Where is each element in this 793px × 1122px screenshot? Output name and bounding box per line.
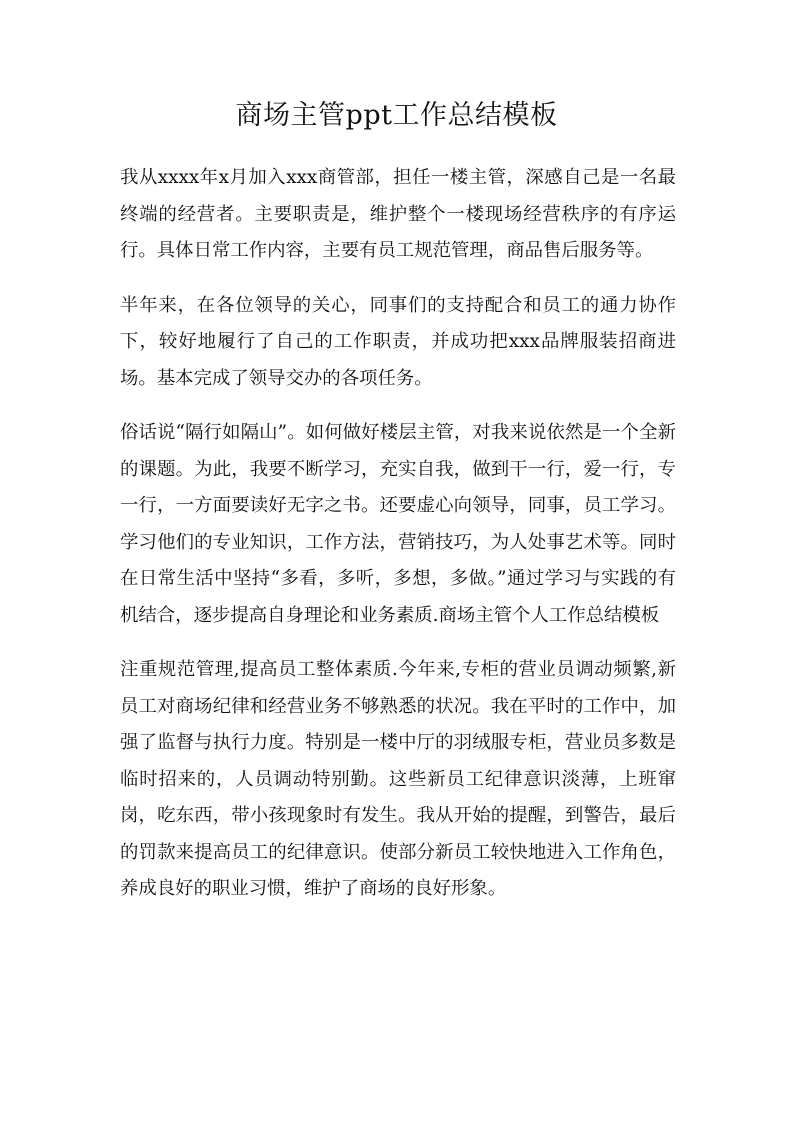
paragraph-1: 我从xxxx年x月加入xxx商管部，担任一楼主管，深感自己是一名最终端的经营者。主要职责是，维护整个一楼现场经营秩序的有序运行。具体日常工作内容，主要有员工规范管理，商品售后服务等。: [120, 167, 676, 261]
document-title: 商场主管ppt工作总结模板: [235, 100, 558, 131]
document-body: [120, 160, 676, 926]
paragraph-3: 俗话说“隔行如隔山”。如何做好楼层主管，对我来说依然是一个全新的课题。为此，我要不断学习，充实自我，做到干一行，爱一行，专一行，一方面要读好无字之书。还要虚心向领导，同事，员工学习。学习他们的专业知识，工作方法，营销技巧，为人处事艺术等。同时在日常生活中坚持“多看，多听，多想，多做。”通过学习与实践的有机结合，逐步提高自身理论和业务素质.商场主管个人工作总结模板: [120, 422, 676, 626]
paragraph-4: 注重规范管理,提高员工整体素质.今年来,专柜的营业员调动频繁,新员工对商场纪律和经营业务不够熟悉的状况。我在平时的工作中，加强了监督与执行力度。特别是一楼中厅的羽绒服专柜，营业员多数是临时招来的，人员调动特别勤。这些新员工纪律意识淡薄，上班窜岗，吃东西，带小孩现象时有发生。我从开始的提醒，到警告，最后的罚款来提高员工的纪律意识。使部分新员工较快地进入工作角色，养成良好的职业习惯，维护了商场的良好形象。: [120, 659, 676, 899]
paragraph-2: 半年来，在各位领导的关心，同事们的支持配合和员工的通力协作下，较好地履行了自己的工作职责，并成功把xxx品牌服装招商进场。基本完成了领导交办的各项任务。: [120, 294, 676, 389]
